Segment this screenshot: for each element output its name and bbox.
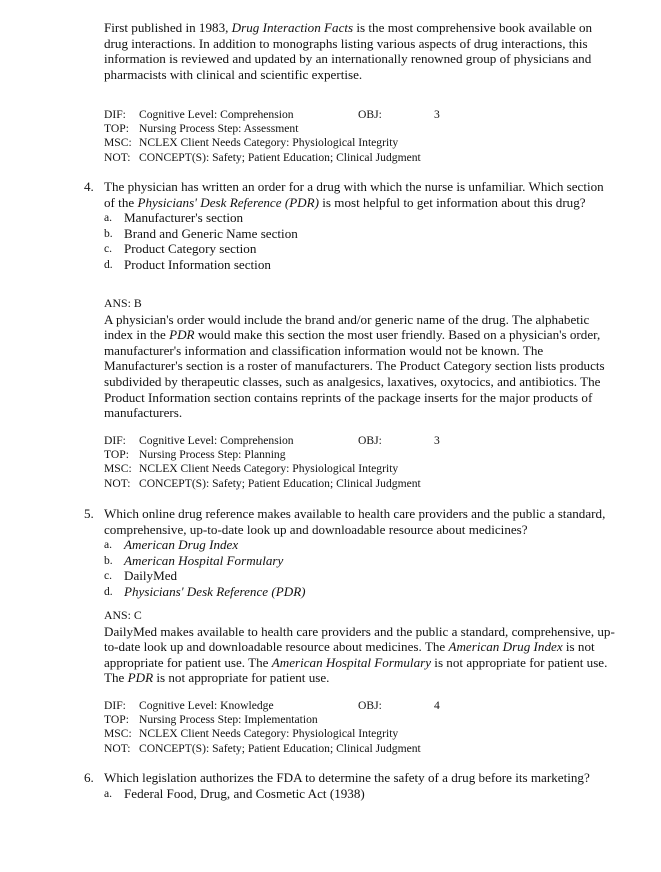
- dif-value: Cognitive Level: Comprehension: [139, 434, 294, 447]
- rationale: [104, 624, 616, 686]
- question-number: 6.: [84, 770, 94, 785]
- option-text: Product Information section: [124, 256, 271, 272]
- text: is most helpful to get information about this drug?: [319, 194, 586, 210]
- obj-value: 3: [434, 108, 440, 121]
- option-a: [104, 786, 614, 802]
- book-title: American Hospital Formulary: [271, 654, 432, 670]
- option-text: Federal Food, Drug, and Cosmetic Act (1938): [124, 785, 365, 801]
- msc-label: MSC:: [104, 727, 132, 741]
- top-value: Nursing Process Step: Implementation: [139, 713, 318, 727]
- text: would make this section the most user friendly. Based on a physician's order, manufacturer's information and classification information would not be known. The Manufacturer's section is a roster of manufacturers. The Product Category section lists products subdivided by therapeutic classes, such as analgesics, laxatives, oxytocics, and antibiotics. The Product Information section contains reprints of the package inserts for the major products of manufacturers.: [104, 327, 605, 421]
- not-label: NOT:: [104, 476, 131, 490]
- msc-label: MSC:: [104, 136, 132, 150]
- option-b: [104, 226, 614, 242]
- option-text: Brand and Generic Name section: [124, 225, 298, 241]
- option-c: [104, 568, 614, 584]
- question-4: [84, 179, 614, 273]
- not-label: NOT:: [104, 741, 131, 755]
- msc-value: NCLEX Client Needs Category: Physiological Integrity: [139, 462, 399, 476]
- option-c: [104, 241, 614, 257]
- option-a: [104, 537, 614, 553]
- not-value: CONCEPT(S): Safety; Patient Education; Clinical Judgment: [139, 741, 421, 755]
- obj-label: OBJ:: [358, 434, 382, 447]
- text: is not appropriate for patient use. The: [104, 654, 608, 686]
- not-value: CONCEPT(S): Safety; Patient Education; Clinical Judgment: [139, 150, 421, 164]
- text: is the most comprehensive book available on drug interactions. In addition to monographs listing various aspects of drug interactions, this information is reviewed and updated by an internationally renowned group of physicians and pharmacists with clinical and scientific expertise.: [104, 20, 593, 82]
- text: A physician's order would include the brand and/or generic name of the drug. The alphabetic index in the: [104, 311, 590, 343]
- option-a: [104, 210, 614, 226]
- option-letter: d.: [104, 257, 113, 271]
- option-text: American Hospital Formulary: [124, 552, 284, 568]
- top-label: TOP:: [104, 713, 129, 727]
- dif-value: Cognitive Level: Comprehension: [139, 108, 294, 121]
- msc-value: NCLEX Client Needs Category: Physiological Integrity: [139, 727, 399, 741]
- option-d: [104, 257, 614, 273]
- rationale: [104, 312, 616, 421]
- option-text: Manufacturer's section: [124, 210, 244, 226]
- not-value: CONCEPT(S): Safety; Patient Education; Clinical Judgment: [139, 476, 421, 490]
- text: First published in 1983,: [104, 20, 232, 35]
- question-number: 5.: [84, 506, 94, 521]
- question-5: [84, 506, 614, 600]
- question-stem: Which legislation authorizes the FDA to determine the safety of a drug before its marketing?: [104, 770, 590, 785]
- book-title: PDR: [169, 327, 195, 343]
- option-text: Product Category section: [124, 241, 257, 257]
- book-title: PDR: [127, 670, 154, 686]
- option-b: [104, 553, 614, 569]
- book-title: Drug Interaction Facts: [231, 20, 354, 35]
- option-d: [104, 584, 614, 600]
- text: DailyMed makes available to health care providers and the public a standard, comprehensive, up-to-date look up and downloadable resource about medicines. The: [104, 623, 615, 655]
- book-title: American Drug Index: [448, 639, 563, 655]
- answer-4: [104, 296, 616, 421]
- option-letter: a.: [104, 211, 113, 225]
- dif-label: DIF:: [104, 434, 126, 447]
- dif-label: DIF:: [104, 108, 126, 121]
- obj-value: 4: [434, 699, 440, 712]
- text: is not appropriate for patient use.: [153, 670, 330, 686]
- obj-value: 3: [434, 434, 440, 447]
- dif-value: Cognitive Level: Knowledge: [139, 699, 274, 712]
- top-label: TOP:: [104, 448, 129, 462]
- option-letter: c.: [104, 569, 113, 583]
- option-text: American Drug Index: [124, 537, 239, 553]
- option-text: DailyMed: [124, 568, 178, 584]
- dif-label: DIF:: [104, 699, 126, 712]
- intro-rationale: [104, 20, 614, 82]
- msc-value: NCLEX Client Needs Category: Physiological Integrity: [139, 136, 399, 150]
- answer-key: ANS: C: [104, 608, 142, 622]
- msc-label: MSC:: [104, 462, 132, 476]
- question-6: [84, 770, 614, 801]
- option-letter: b.: [104, 226, 113, 240]
- top-label: TOP:: [104, 122, 129, 136]
- text: The physician has written an order for a drug with which the nurse is unfamiliar. Which section of the: [104, 179, 604, 210]
- obj-label: OBJ:: [358, 108, 382, 121]
- obj-label: OBJ:: [358, 699, 382, 712]
- option-letter: a.: [104, 786, 113, 800]
- question-stem: [104, 179, 614, 210]
- option-text: Physicians' Desk Reference (PDR): [124, 583, 306, 599]
- text: is not appropriate for patient use. The: [104, 639, 595, 670]
- answer-key: ANS: B: [104, 296, 142, 310]
- option-letter: b.: [104, 553, 113, 567]
- not-label: NOT:: [104, 150, 131, 164]
- top-value: Nursing Process Step: Planning: [139, 448, 286, 462]
- question-stem: Which online drug reference makes available to health care providers and the public a standard, comprehensive, up-to-date look up and downloadable resource about medicines?: [104, 506, 606, 537]
- answer-5: [104, 608, 616, 686]
- option-letter: c.: [104, 242, 113, 256]
- question-number: 4.: [84, 179, 94, 194]
- option-letter: d.: [104, 584, 113, 598]
- top-value: Nursing Process Step: Assessment: [139, 122, 299, 136]
- book-title: Physicians' Desk Reference (PDR): [137, 194, 320, 210]
- option-letter: a.: [104, 538, 113, 552]
